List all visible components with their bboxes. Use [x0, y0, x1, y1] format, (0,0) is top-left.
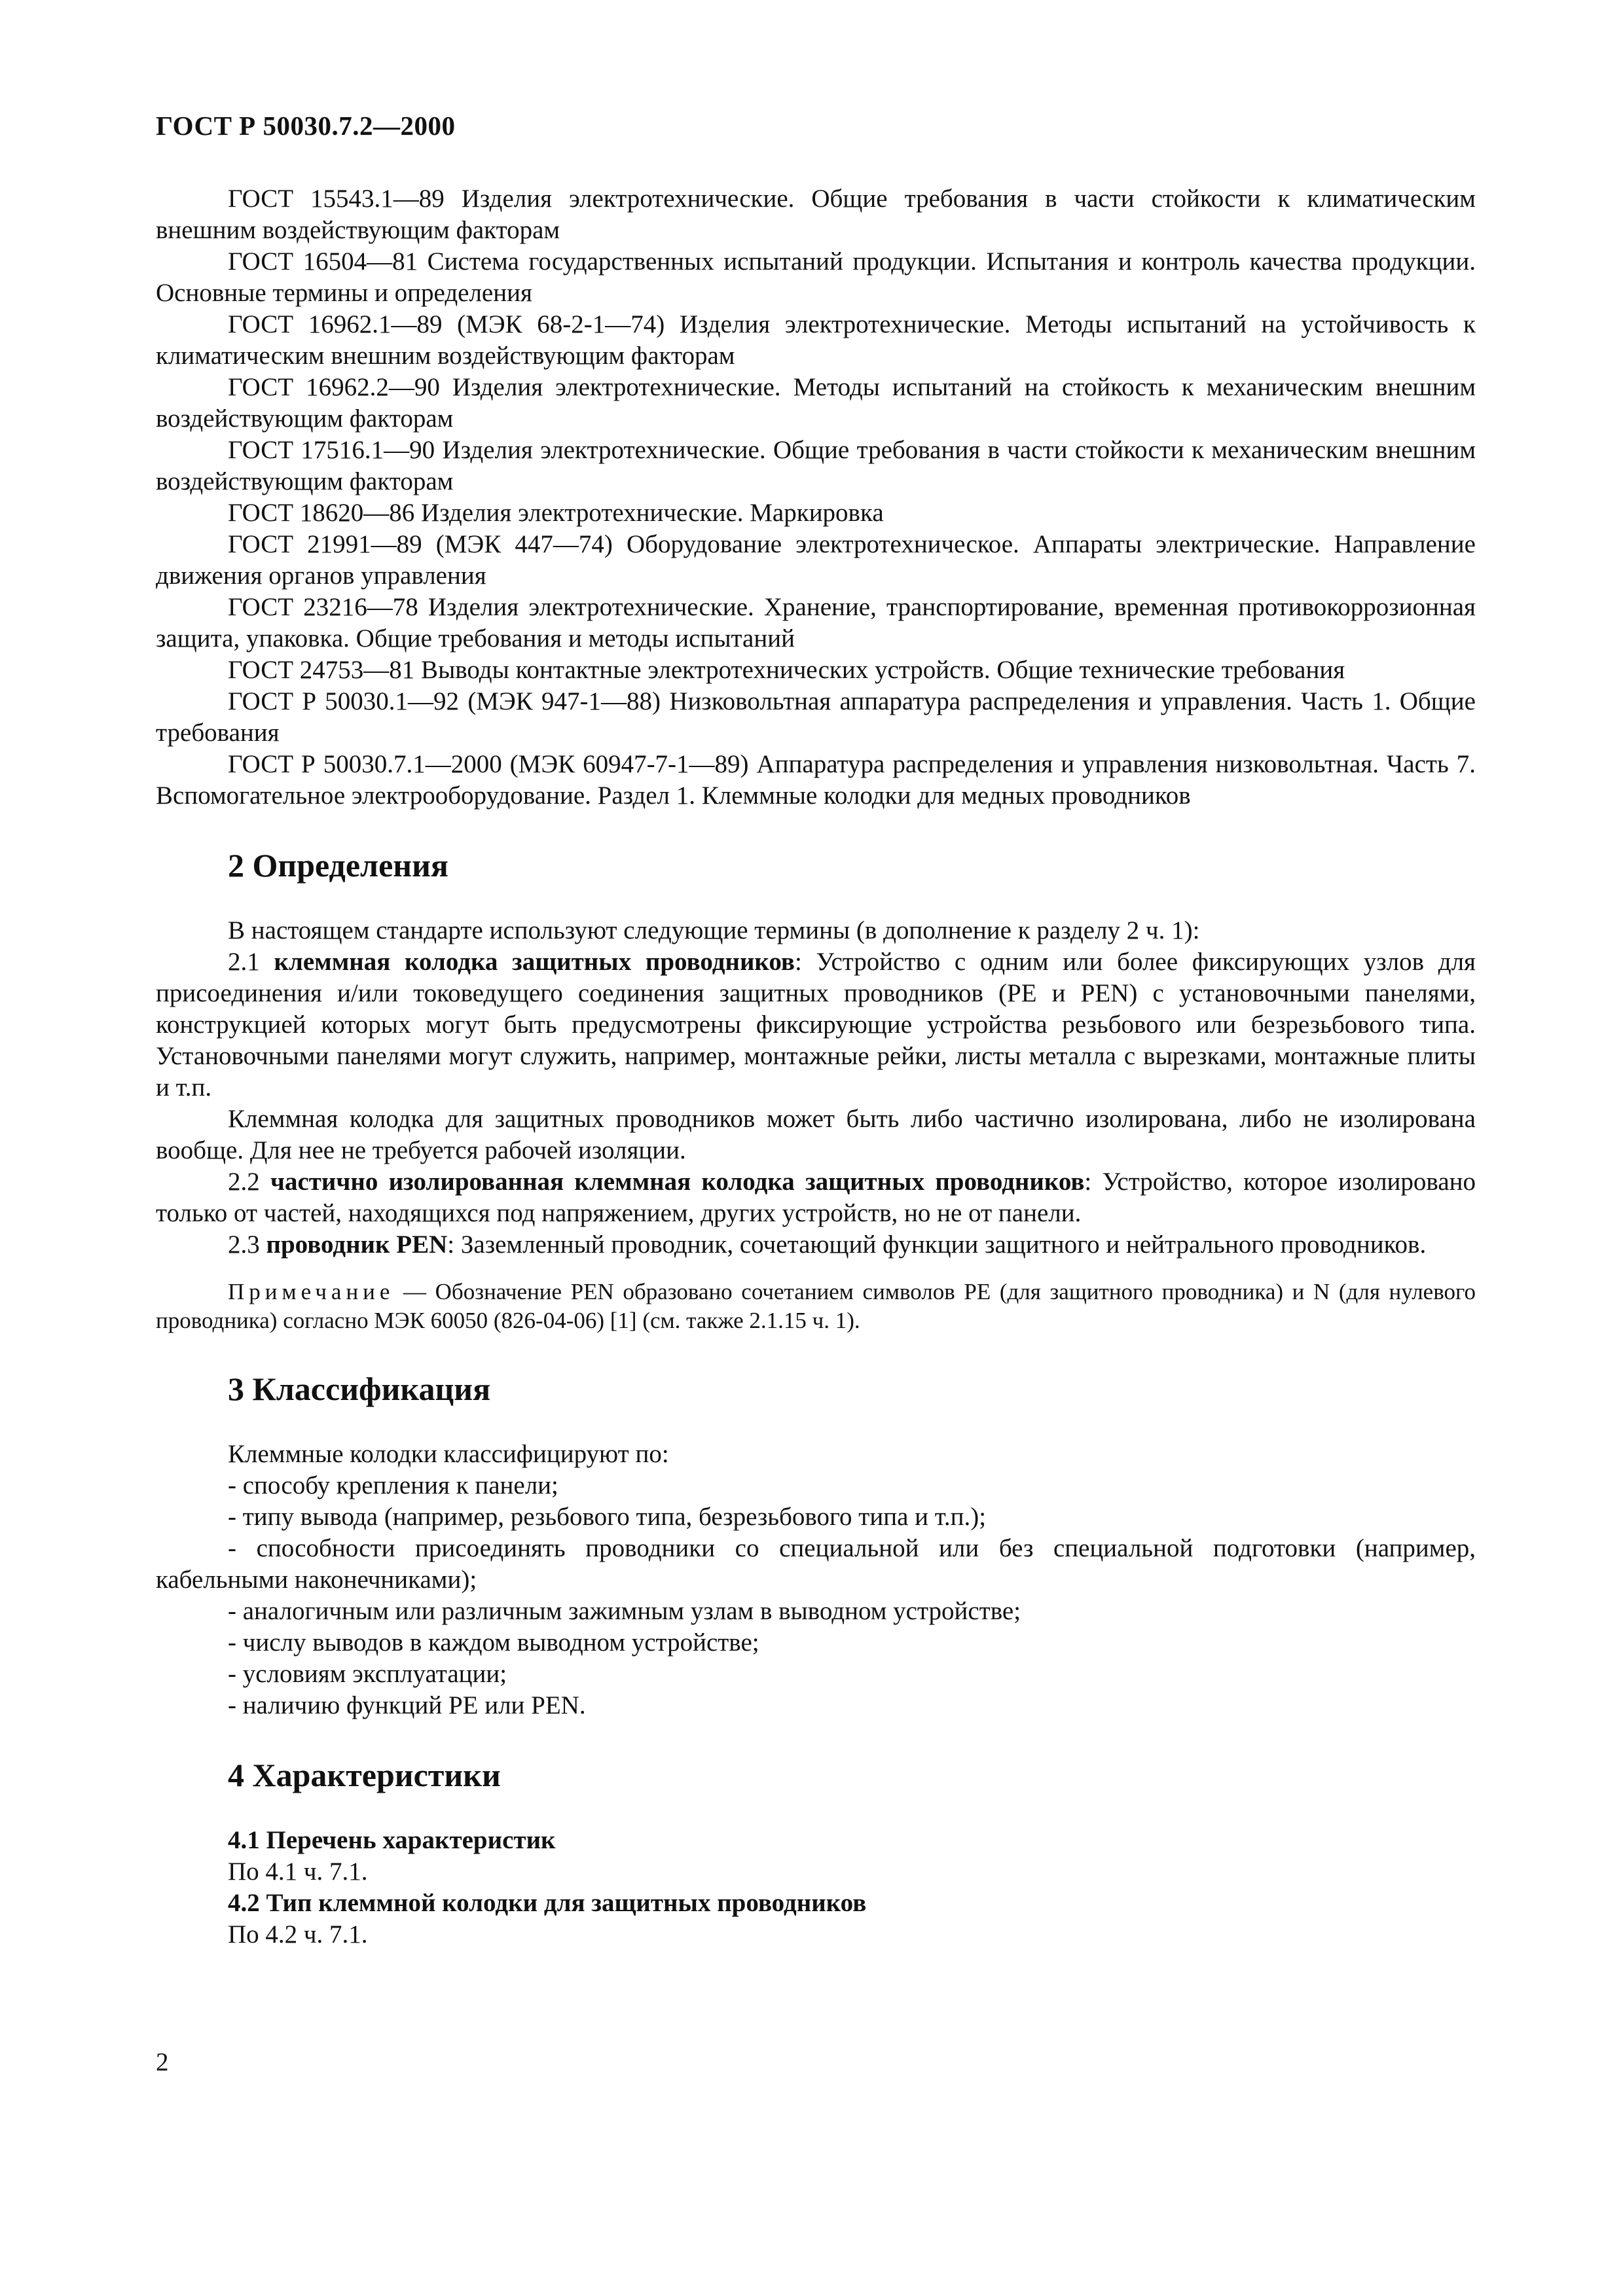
definition-2-1 — [156, 946, 1476, 1103]
classification-item: - способности присоединять проводники со специальной или без специальной подготовки (например, кабельными наконечниками); — [156, 1534, 1476, 1594]
definitions-intro: В настоящем стандарте используют следующие термины (в дополнение к разделу 2 ч. 1): — [228, 916, 1200, 944]
reference-item: ГОСТ 21991—89 (МЭК 447—74) Оборудование электротехническое. Аппараты электрические. Направление движения органов управления — [156, 530, 1476, 590]
subsection-4-2-title: 4.2 Тип клеммной колодки для защитных проводников — [228, 1889, 867, 1917]
document-body — [156, 183, 1476, 1950]
classification-item: - числу выводов в каждом выводном устройстве; — [228, 1628, 759, 1657]
classification-item: - наличию функций PE или PEN. — [228, 1691, 586, 1719]
reference-item: ГОСТ Р 50030.1—92 (МЭК 947-1—88) Низковольтная аппаратура распределения и управления. Часть 1. Общие требования — [156, 687, 1476, 747]
note-label: Примечание — [228, 1279, 395, 1304]
definition-2-1-extra: Клеммная колодка для защитных проводников может быть либо частично изолирована, либо не изолирована вообще. Для нее не требуется рабочей изоляции. — [156, 1105, 1476, 1164]
section-4-heading: 4 Характеристики — [228, 1757, 501, 1793]
reference-item: ГОСТ 24753—81 Выводы контактные электротехнических устройств. Общие технические требования — [228, 656, 1345, 684]
reference-item: ГОСТ 16962.1—89 (МЭК 68-2-1—74) Изделия электротехнические. Методы испытаний на устойчивость к климатическим внешним воздействующим факторам — [156, 310, 1476, 370]
reference-item: ГОСТ 15543.1—89 Изделия электротехнические. Общие требования в части стойкости к климатическим внешним воздействующим факторам — [156, 185, 1476, 244]
definition-term: проводник PEN — [266, 1230, 448, 1259]
definition-text: : Устройство с одним или более фиксирующих узлов для присоединения и/или токоведущего соединения защитных проводников (PE и PEN) с установочными панелями, конструкцией которых могут быть предусмотрены фиксирующие устройства резьбового или безрезьбового типа. Установочными панелями могут служить, например, монтажные рейки, листы металла с вырезками, монтажные плиты и т.п. — [156, 948, 1476, 1102]
subsection-4-1-title: 4.1 Перечень характеристик — [228, 1826, 556, 1854]
classification-intro: Клеммные колодки классифицируют по: — [228, 1440, 669, 1468]
section-3-heading: 3 Классификация — [228, 1371, 491, 1407]
definition-term: клеммная колодка защитных проводников — [274, 948, 795, 976]
reference-item: ГОСТ 23216—78 Изделия электротехнические. Хранение, транспортирование, временная противокоррозионная защита, упаковка. Общие требования и методы испытаний — [156, 593, 1476, 653]
reference-item: ГОСТ 16962.2—90 Изделия электротехнические. Методы испытаний на стойкость к механическим внешним воздействующим факторам — [156, 373, 1476, 433]
definition-number: 2.2 — [228, 1168, 270, 1196]
definition-term: частично изолированная клеммная колодка защитных проводников — [270, 1168, 1085, 1196]
reference-item: ГОСТ 16504—81 Система государственных испытаний продукции. Испытания и контроль качества продукции. Основные термины и определения — [156, 247, 1476, 307]
definitions-note — [156, 1278, 1476, 1335]
definition-number: 2.1 — [228, 948, 274, 976]
definition-text: : Заземленный проводник, сочетающий функции защитного и нейтрального проводников. — [447, 1230, 1427, 1259]
classification-item: - типу вывода (например, резьбового типа, безрезьбового типа и т.п.); — [228, 1503, 987, 1531]
definition-text: : Устройство, которое изолировано только от частей, находящихся под напряжением, других устройств, но не от панели. — [156, 1168, 1476, 1227]
subsection-4-2-text: По 4.2 ч. 7.1. — [228, 1920, 368, 1948]
page-number: 2 — [156, 2048, 169, 2076]
section-2-heading: 2 Определения — [228, 847, 448, 884]
definition-number: 2.3 — [228, 1230, 266, 1259]
classification-item: - условиям эксплуатации; — [228, 1660, 507, 1688]
note-text: — Обозначение PEN образовано сочетанием символов PE (для защитного проводника) и N (для нулевого проводника) согласно МЭК 60050 (826-04-06) [1] (см. также 2.1.15 ч. 1). — [156, 1279, 1476, 1333]
reference-item: ГОСТ Р 50030.7.1—2000 (МЭК 60947-7-1—89) Аппаратура распределения и управления низковольтная. Часть 7. Вспомогательное электрооборудование. Раздел 1. Клеммные колодки для медных проводников — [156, 750, 1476, 810]
classification-item: - способу крепления к панели; — [228, 1471, 558, 1499]
definition-2-3 — [156, 1229, 1476, 1261]
subsection-4-1-text: По 4.1 ч. 7.1. — [228, 1857, 368, 1886]
document-header: ГОСТ Р 50030.7.2—2000 — [156, 111, 456, 141]
reference-item: ГОСТ 17516.1—90 Изделия электротехнические. Общие требования в части стойкости к механическим внешним воздействующим факторам — [156, 436, 1476, 495]
reference-item: ГОСТ 18620—86 Изделия электротехнические. Маркировка — [228, 499, 884, 527]
classification-item: - аналогичным или различным зажимным узлам в выводном устройстве; — [228, 1597, 1021, 1625]
definition-2-2 — [156, 1166, 1476, 1229]
